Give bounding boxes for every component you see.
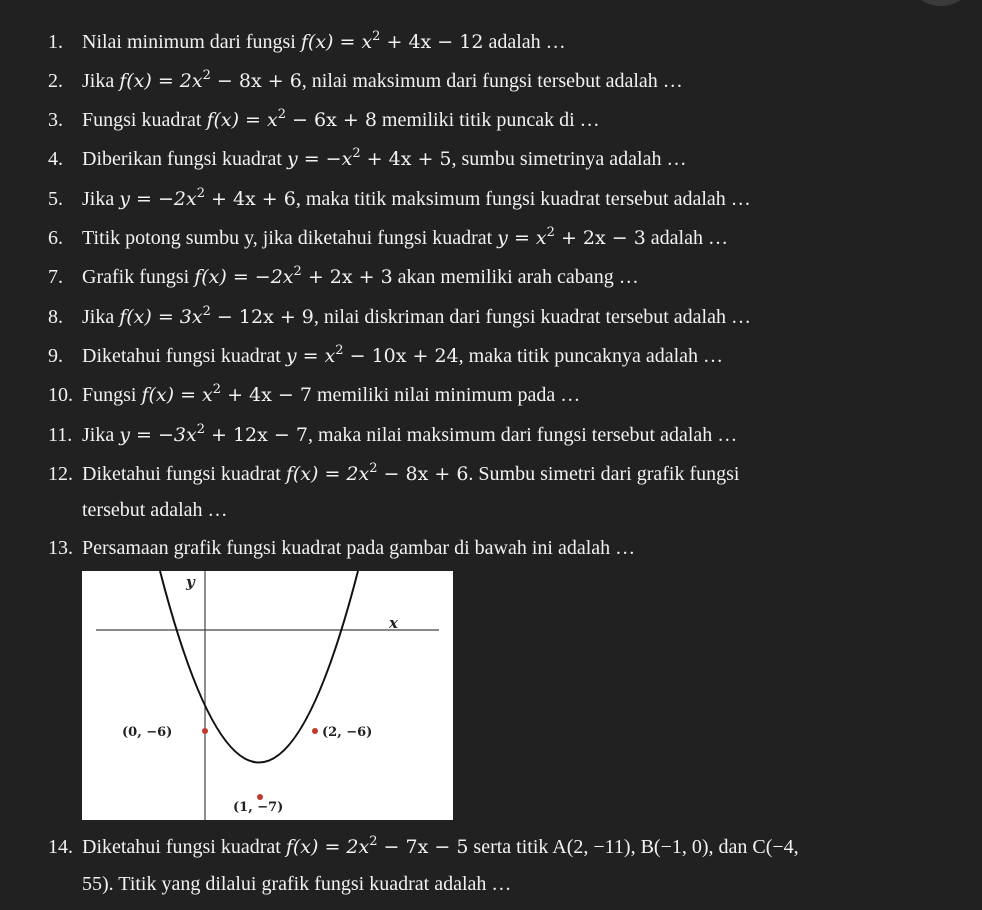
equation: $f(x) = 3x^2 - 12x + 9$ <box>119 304 314 328</box>
question-number: 6. <box>48 227 63 249</box>
point-left-label: (0, −6) <box>122 725 173 740</box>
question-12: 12. Diketahui fungsi kuadrat $f(x) = 2x^2 - 8x + 6$. Sumbu simetri dari grafik fungsi <box>48 461 740 485</box>
corner-avatar-shape <box>910 0 972 6</box>
question-14-continuation: 55). Titik yang dilalui grafik fungsi kuadrat adalah … <box>82 873 512 895</box>
point-left <box>202 728 208 734</box>
point-right-label: (2, −6) <box>322 725 373 740</box>
graph-svg <box>82 571 453 820</box>
equation: $f(x) = x^2 + 4x - 7$ <box>141 382 312 406</box>
equation: $y = -3x^2 + 12x - 7$ <box>119 422 308 446</box>
question-number: 13. <box>48 537 73 559</box>
equation: $f(x) = x^2 + 4x - 12$ <box>300 29 484 53</box>
equation: $f(x) = -2x^2 + 2x + 3$ <box>194 264 393 288</box>
question-9: 9. Diketahui fungsi kuadrat $y = x^2 - 10x + 24$, maka titik puncaknya adalah … <box>48 343 724 367</box>
question-number: 14. <box>48 836 73 858</box>
question-12-continuation: tersebut adalah … <box>82 499 228 521</box>
equation: $y = x^2 + 2x - 3$ <box>497 225 646 249</box>
question-14: 14. Diketahui fungsi kuadrat $f(x) = 2x^2 - 7x - 5$ serta titik A(2, −11), B(−1, 0), dan C(−4, <box>48 834 799 858</box>
y-axis-label: y <box>186 573 195 591</box>
point-vertex-label: (1, −7) <box>233 800 284 815</box>
question-4: 4. Diberikan fungsi kuadrat $y = -x^2 + 4x + 5$, sumbu simetrinya adalah … <box>48 146 687 170</box>
question-2: 2. Jika $f(x) = 2x^2 - 8x + 6$, nilai maksimum dari fungsi tersebut adalah … <box>48 68 683 92</box>
question-11: 11. Jika $y = -3x^2 + 12x - 7$, maka nilai maksimum dari fungsi tersebut adalah … <box>48 422 738 446</box>
question-number: 4. <box>48 148 63 170</box>
question-6: 6. Titik potong sumbu y, jika diketahui fungsi kuadrat $y = x^2 + 2x - 3$ adalah … <box>48 225 728 249</box>
question-number: 2. <box>48 70 63 92</box>
question-number: 12. <box>48 463 73 485</box>
equation: $y = x^2 - 10x + 24$ <box>285 343 459 367</box>
question-number: 8. <box>48 306 63 328</box>
question-number: 5. <box>48 188 63 210</box>
question-number: 11. <box>48 424 73 446</box>
equation: $y = -2x^2 + 4x + 6$ <box>119 186 296 210</box>
question-number: 7. <box>48 266 63 288</box>
question-3: 3. Fungsi kuadrat $f(x) = x^2 - 6x + 8$ memiliki titik puncak di … <box>48 107 600 131</box>
x-axis-label: x <box>389 614 398 632</box>
equation: $f(x) = 2x^2 - 7x - 5$ <box>285 834 469 858</box>
equation: $f(x) = 2x^2 - 8x + 6$ <box>119 68 302 92</box>
question-1: 1. Nilai minimum dari fungsi $f(x) = x^2 + 4x - 12$ adalah … <box>48 29 566 53</box>
question-13: 13. Persamaan grafik fungsi kuadrat pada gambar di bawah ini adalah … <box>48 537 636 559</box>
question-number: 1. <box>48 31 63 53</box>
equation: $f(x) = 2x^2 - 8x + 6$ <box>285 461 469 485</box>
point-right <box>312 728 318 734</box>
question-7: 7. Grafik fungsi $f(x) = -2x^2 + 2x + 3$ akan memiliki arah cabang … <box>48 264 639 288</box>
question-8: 8. Jika $f(x) = 3x^2 - 12x + 9$, nilai diskriman dari fungsi kuadrat tersebut adalah … <box>48 304 751 328</box>
equation: $y = -x^2 + 4x + 5$ <box>286 146 452 170</box>
question-number: 3. <box>48 109 63 131</box>
question-number: 9. <box>48 345 63 367</box>
question-number: 10. <box>48 384 73 406</box>
parabola-graph <box>82 571 453 820</box>
equation: $f(x) = x^2 - 6x + 8$ <box>206 107 377 131</box>
question-10: 10. Fungsi $f(x) = x^2 + 4x - 7$ memiliki nilai minimum pada … <box>48 382 581 406</box>
question-5: 5. Jika $y = -2x^2 + 4x + 6$, maka titik maksimum fungsi kuadrat tersebut adalah … <box>48 186 751 210</box>
